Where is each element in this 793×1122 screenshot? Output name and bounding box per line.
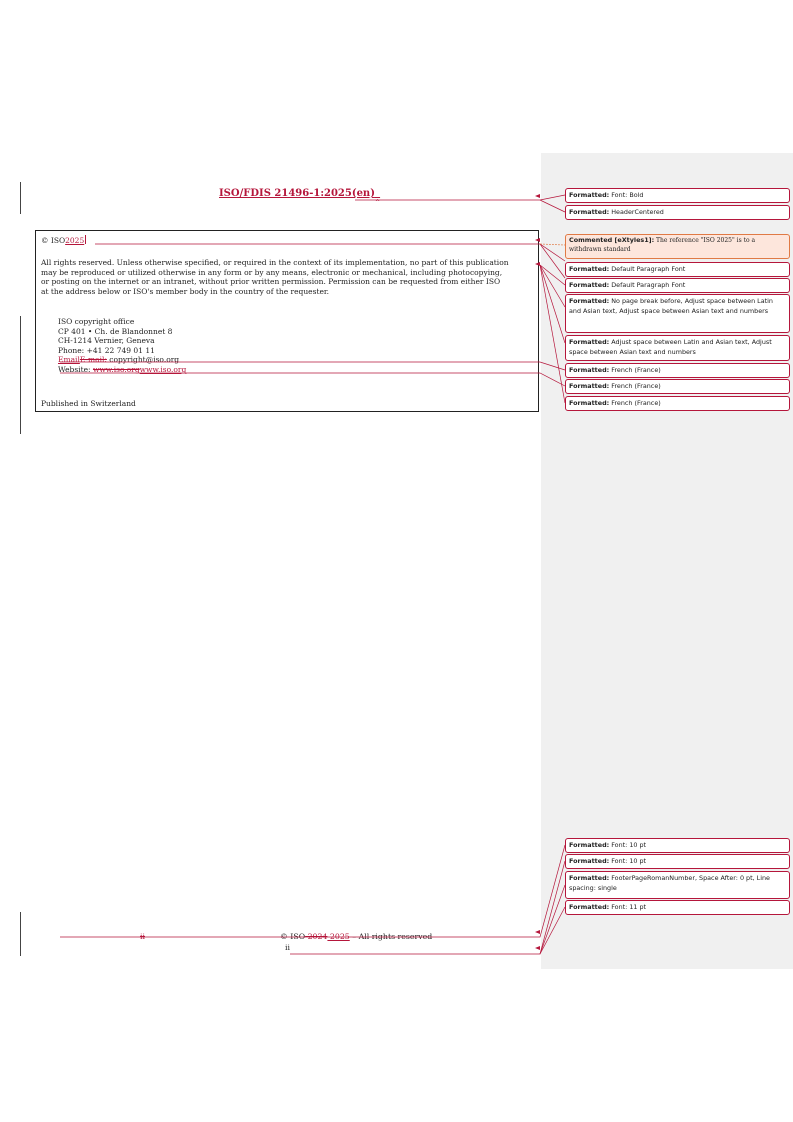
formatting-balloon[interactable]: Formatted: No page break before, Adjust space between Latin and Asian text, Adjust space between Asian text and numbers	[565, 294, 790, 333]
office-name: ISO copyright office	[58, 317, 135, 326]
address-line: CP 401 • Ch. de Blandonnet 8	[58, 326, 173, 336]
document-header-title: ISO/FDIS $21496-1:2025(en)_‸$	[219, 188, 381, 201]
insertion-mark-icon: ‸	[374, 192, 381, 201]
published-line: Published in Switzerland	[41, 399, 136, 408]
formatting-balloon[interactable]: Formatted: French (France)	[565, 396, 790, 411]
address-line: CH-1214 Vernier, Geneva	[58, 336, 155, 346]
copyright-line: © ISO2025	[41, 236, 85, 245]
website-link-deleted[interactable]: www.iso.org	[92, 364, 140, 374]
footer-copyright: © ISO 2024 2025 – All rights reserved	[280, 932, 433, 941]
comment-balloon[interactable]: Commented [eXtyles1]: The reference "ISO 2025" is to a withdrawn standard	[565, 234, 790, 259]
formatting-balloon[interactable]: Formatted: Font: Bold	[565, 188, 790, 203]
rights-paragraph: All rights reserved. Unless otherwise specified, or required in the context of its implementation, no part of this publication may be reproduced or utilized otherwise in any form or by any means, electronic or mechanical, including photocopying, or posting on the internet or an intranet, without prior written permission. Permission can be requested from either ISO at the address below or ISO's member body in the country of the requester.	[41, 258, 509, 296]
deleted-page-number: ii	[140, 932, 145, 941]
formatting-balloon[interactable]: Formatted: Font: 10 pt	[565, 838, 790, 853]
footer-page-number: ii	[285, 943, 290, 952]
website-link[interactable]: www.iso.org	[139, 364, 187, 374]
phone-line: Phone: +41 22 749 01 11	[58, 345, 155, 355]
formatting-balloon[interactable]: Formatted: Font: 10 pt	[565, 854, 790, 869]
formatting-balloon[interactable]: Formatted: FooterPageRomanNumber, Space After: 0 pt, Line spacing: single	[565, 871, 790, 899]
formatting-balloon[interactable]: Formatted: Default Paragraph Font	[565, 262, 790, 277]
website-line: Website: www.iso.orgwww.iso.org	[58, 364, 187, 374]
formatting-balloon[interactable]: Formatted: French (France)	[565, 363, 790, 378]
formatting-balloon[interactable]: Formatted: Adjust space between Latin and Asian text, Adjust space between Asian text and numbers	[565, 335, 790, 361]
formatting-balloon[interactable]: Formatted: Font: 11 pt	[565, 900, 790, 915]
email-line: EmailE-mail: copyright@iso.org	[58, 355, 180, 365]
formatting-balloon[interactable]: Formatted: French (France)	[565, 379, 790, 394]
formatting-balloon[interactable]: Formatted: HeaderCentered	[565, 205, 790, 220]
formatting-balloon[interactable]: Formatted: Default Paragraph Font	[565, 278, 790, 293]
